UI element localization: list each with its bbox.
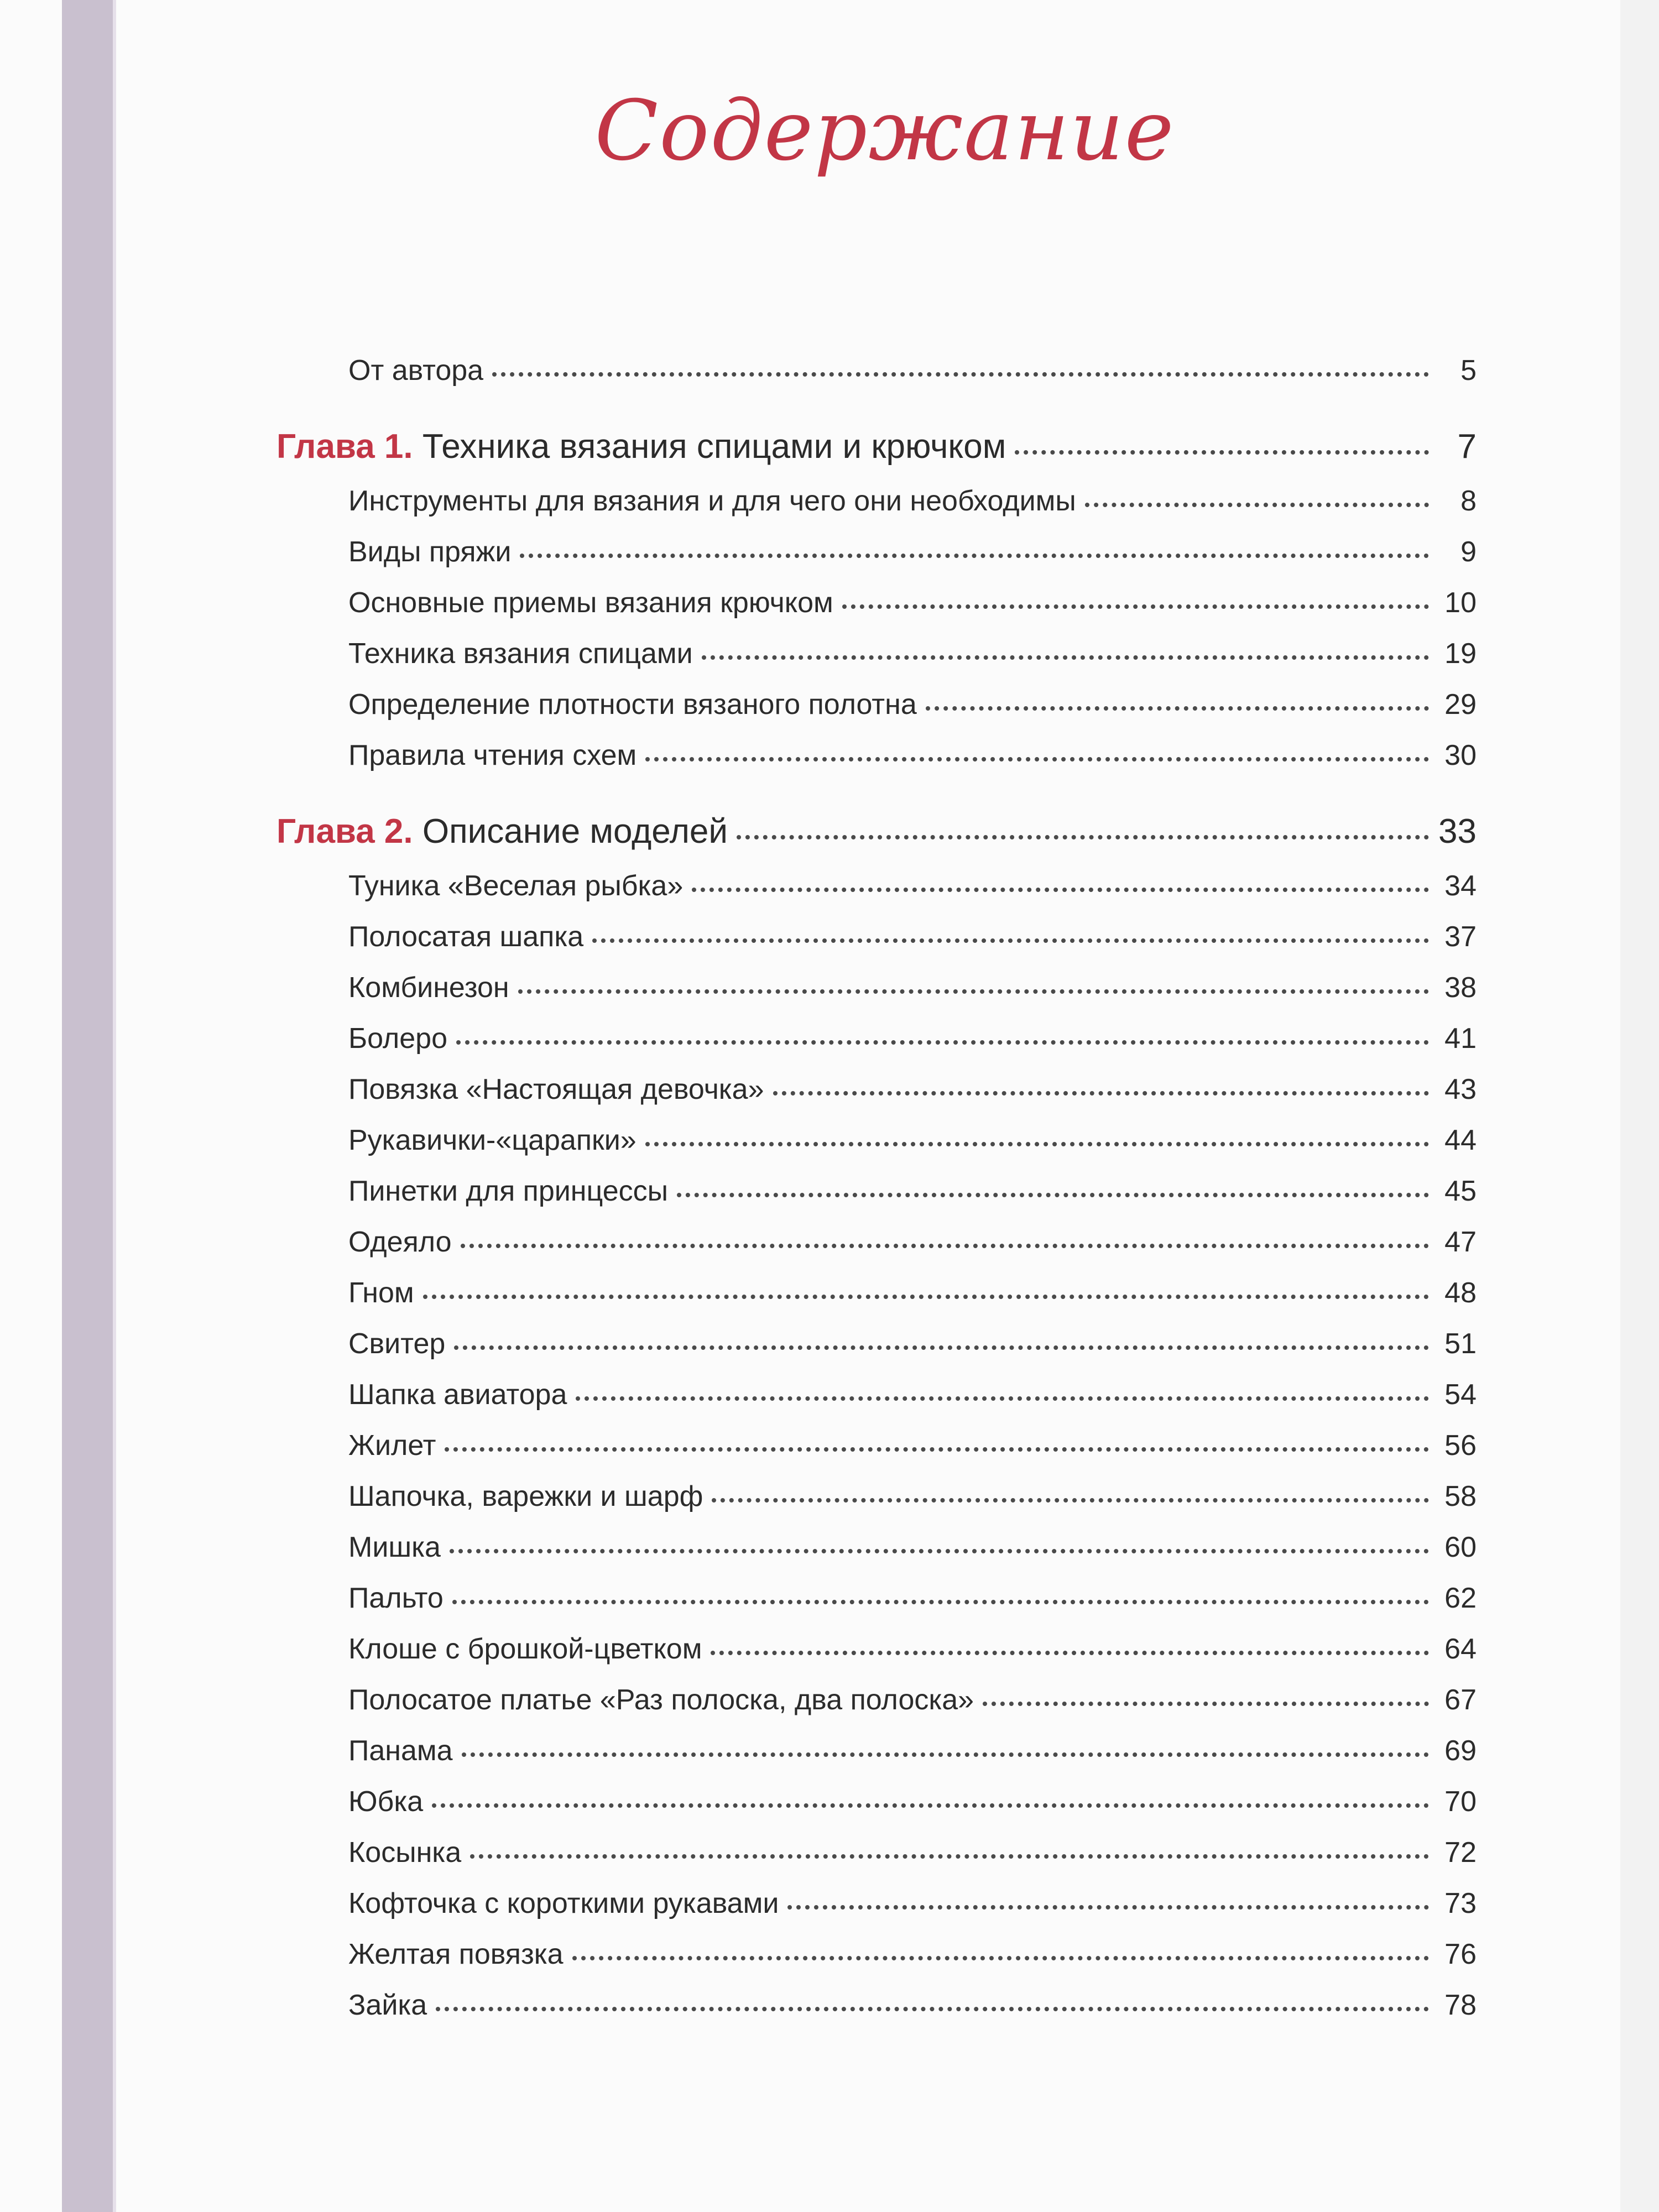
toc-entry[interactable] bbox=[332, 688, 1477, 739]
toc-entry-label: Жилет bbox=[348, 1430, 436, 1462]
toc-entry-label: Клоше с брошкой-цветком bbox=[348, 1633, 702, 1665]
dot-leader bbox=[645, 757, 1429, 761]
toc-entry[interactable] bbox=[332, 1429, 1477, 1480]
dot-leader bbox=[645, 1142, 1429, 1146]
toc-entry-page: 48 bbox=[1444, 1277, 1477, 1309]
dot-leader bbox=[711, 1651, 1429, 1655]
chapter-title: Техника вязания спицами и крючком bbox=[422, 427, 1006, 466]
toc-entry-label: Шапочка, варежки и шарф bbox=[348, 1480, 703, 1512]
toc-entry[interactable] bbox=[332, 637, 1477, 688]
toc-entry[interactable] bbox=[332, 920, 1477, 971]
toc-entry-label: Одеяло bbox=[348, 1226, 452, 1258]
toc-entry[interactable] bbox=[332, 1480, 1477, 1531]
toc-entry[interactable] bbox=[332, 1582, 1477, 1632]
toc-entry-label: Техника вязания спицами bbox=[348, 638, 693, 670]
toc-entry-page: 33 bbox=[1438, 812, 1477, 851]
toc-entry[interactable] bbox=[332, 1938, 1477, 1989]
toc-entry-label: Косынка bbox=[348, 1837, 462, 1869]
dot-leader bbox=[677, 1193, 1429, 1197]
chapter-heading bbox=[276, 427, 1006, 466]
toc-entry-label: Мишка bbox=[348, 1531, 441, 1563]
toc-entry-page: 8 bbox=[1460, 485, 1477, 517]
toc-entry-label: Кофточка с короткими рукавами bbox=[348, 1887, 779, 1919]
dot-leader bbox=[423, 1295, 1429, 1299]
toc-entry-page: 29 bbox=[1444, 688, 1477, 721]
toc-entry-label: Определение плотности вязаного полотна bbox=[348, 688, 917, 721]
toc-entry-page: 64 bbox=[1444, 1633, 1477, 1665]
toc-entry-label: Повязка «Настоящая девочка» bbox=[348, 1073, 764, 1105]
chapter-list bbox=[276, 427, 1477, 2039]
toc-entry-page: 47 bbox=[1444, 1226, 1477, 1258]
toc-entry-intro[interactable] bbox=[332, 354, 1477, 405]
toc-entry-label: Свитер bbox=[348, 1328, 446, 1360]
toc-entry-page: 9 bbox=[1460, 536, 1477, 568]
toc-entry-page: 30 bbox=[1444, 739, 1477, 771]
table-of-contents bbox=[276, 354, 1477, 2048]
toc-entry-page: 19 bbox=[1444, 638, 1477, 670]
toc-entry-page: 5 bbox=[1460, 354, 1477, 387]
toc-entry-page: 76 bbox=[1444, 1938, 1477, 1970]
toc-entry[interactable] bbox=[332, 535, 1477, 586]
chapter-heading bbox=[276, 812, 728, 851]
dot-leader bbox=[572, 1956, 1429, 1960]
toc-entry-page: 56 bbox=[1444, 1430, 1477, 1462]
dot-leader bbox=[450, 1549, 1429, 1553]
toc-entry-label: Полосатая шапка bbox=[348, 921, 584, 953]
dot-leader bbox=[592, 938, 1429, 943]
toc-entry-label: Гном bbox=[348, 1277, 414, 1309]
toc-entry-label: Зайка bbox=[348, 1989, 427, 2021]
toc-entry-label: Желтая повязка bbox=[348, 1938, 564, 1970]
toc-entry-label: Инструменты для вязания и для чего они необходимы bbox=[348, 485, 1076, 517]
toc-entry[interactable] bbox=[332, 586, 1477, 637]
dot-leader bbox=[436, 2007, 1429, 2011]
toc-entry[interactable] bbox=[332, 1378, 1477, 1429]
toc-entry[interactable] bbox=[332, 1022, 1477, 1073]
toc-entry-page: 72 bbox=[1444, 1837, 1477, 1869]
toc-chapter-1[interactable] bbox=[276, 427, 1477, 484]
toc-entry-label: Панама bbox=[348, 1735, 453, 1767]
toc-entry-label: Правила чтения схем bbox=[348, 739, 637, 771]
toc-entry-label: От автора bbox=[348, 354, 484, 387]
toc-entry-page: 67 bbox=[1444, 1684, 1477, 1716]
toc-entry-label: Основные приемы вязания крючком bbox=[348, 587, 833, 619]
toc-entry-page: 41 bbox=[1444, 1022, 1477, 1055]
dot-leader bbox=[1015, 450, 1429, 455]
toc-entry-page: 54 bbox=[1444, 1379, 1477, 1411]
dot-leader bbox=[983, 1702, 1429, 1706]
toc-entry[interactable] bbox=[332, 1989, 1477, 2039]
toc-entry-page: 58 bbox=[1444, 1480, 1477, 1512]
dot-leader bbox=[712, 1498, 1429, 1503]
toc-entry[interactable] bbox=[332, 1683, 1477, 1734]
toc-entry[interactable] bbox=[332, 1887, 1477, 1938]
toc-entry[interactable] bbox=[332, 1632, 1477, 1683]
dot-leader bbox=[461, 1244, 1429, 1248]
dot-leader bbox=[456, 1040, 1429, 1045]
dot-leader bbox=[462, 1752, 1429, 1757]
page-edge bbox=[1620, 0, 1659, 2212]
dot-leader bbox=[692, 888, 1429, 892]
toc-entry-page: 7 bbox=[1457, 427, 1477, 466]
toc-entry-page: 37 bbox=[1444, 921, 1477, 953]
dot-leader bbox=[702, 655, 1429, 660]
toc-entry-label: Болеро bbox=[348, 1022, 448, 1055]
toc-entry-page: 62 bbox=[1444, 1582, 1477, 1614]
toc-entry[interactable] bbox=[332, 1836, 1477, 1887]
dot-leader bbox=[445, 1447, 1429, 1452]
dot-leader bbox=[470, 1854, 1429, 1859]
dot-leader bbox=[737, 835, 1429, 839]
dot-leader bbox=[1085, 503, 1429, 507]
toc-entry-label: Шапка авиатора bbox=[348, 1379, 567, 1411]
toc-entry-page: 34 bbox=[1444, 870, 1477, 902]
toc-entry-page: 51 bbox=[1444, 1328, 1477, 1360]
toc-entry-label: Юбка bbox=[348, 1786, 424, 1818]
dot-leader bbox=[432, 1803, 1429, 1808]
dot-leader bbox=[520, 554, 1429, 558]
toc-entry-label: Полосатое платье «Раз полоска, два полоска» bbox=[348, 1684, 974, 1716]
toc-entry[interactable] bbox=[332, 869, 1477, 920]
chapter-title: Описание моделей bbox=[422, 812, 728, 851]
dot-leader bbox=[576, 1396, 1429, 1401]
toc-entry[interactable] bbox=[332, 1276, 1477, 1327]
dot-leader bbox=[518, 989, 1429, 994]
toc-entry-page: 60 bbox=[1444, 1531, 1477, 1563]
toc-entry[interactable] bbox=[332, 1734, 1477, 1785]
toc-entry-label: Рукавички-«царапки» bbox=[348, 1124, 637, 1156]
chapter-number: Глава 2. bbox=[276, 812, 413, 851]
toc-entry[interactable] bbox=[332, 739, 1477, 790]
toc-chapter-2[interactable] bbox=[276, 812, 1477, 869]
spine-edge bbox=[113, 0, 116, 2212]
dot-leader bbox=[842, 604, 1429, 609]
toc-entry-label: Комбинезон bbox=[348, 972, 509, 1004]
toc-entry-label: Виды пряжи bbox=[348, 536, 512, 568]
toc-entry[interactable] bbox=[332, 1073, 1477, 1124]
book-spine bbox=[62, 0, 113, 2212]
toc-entry-page: 38 bbox=[1444, 972, 1477, 1004]
toc-entry[interactable] bbox=[332, 971, 1477, 1022]
dot-leader bbox=[452, 1600, 1429, 1604]
dot-leader bbox=[454, 1345, 1429, 1350]
toc-entry[interactable] bbox=[332, 1531, 1477, 1582]
toc-entry-page: 73 bbox=[1444, 1887, 1477, 1919]
dot-leader bbox=[492, 372, 1429, 377]
dot-leader bbox=[787, 1905, 1429, 1910]
toc-entry-page: 45 bbox=[1444, 1175, 1477, 1207]
toc-entry[interactable] bbox=[332, 1175, 1477, 1225]
toc-entry[interactable] bbox=[332, 1327, 1477, 1378]
toc-entry-page: 44 bbox=[1444, 1124, 1477, 1156]
toc-entry-page: 70 bbox=[1444, 1786, 1477, 1818]
toc-entry-page: 10 bbox=[1444, 587, 1477, 619]
toc-entry[interactable] bbox=[332, 1785, 1477, 1836]
dot-leader bbox=[926, 706, 1429, 711]
chapter-number: Глава 1. bbox=[276, 427, 413, 466]
toc-entry-page: 69 bbox=[1444, 1735, 1477, 1767]
toc-entry-label: Пинетки для принцессы bbox=[348, 1175, 669, 1207]
page-title: Содержание bbox=[594, 83, 1175, 179]
toc-entry-page: 78 bbox=[1444, 1989, 1477, 2021]
toc-entry-label: Туника «Веселая рыбка» bbox=[348, 870, 684, 902]
toc-entry[interactable] bbox=[332, 484, 1477, 535]
dot-leader bbox=[773, 1091, 1429, 1095]
toc-entry-label: Пальто bbox=[348, 1582, 444, 1614]
toc-entry[interactable] bbox=[332, 1225, 1477, 1276]
toc-entry[interactable] bbox=[332, 1124, 1477, 1175]
toc-entry-page: 43 bbox=[1444, 1073, 1477, 1105]
